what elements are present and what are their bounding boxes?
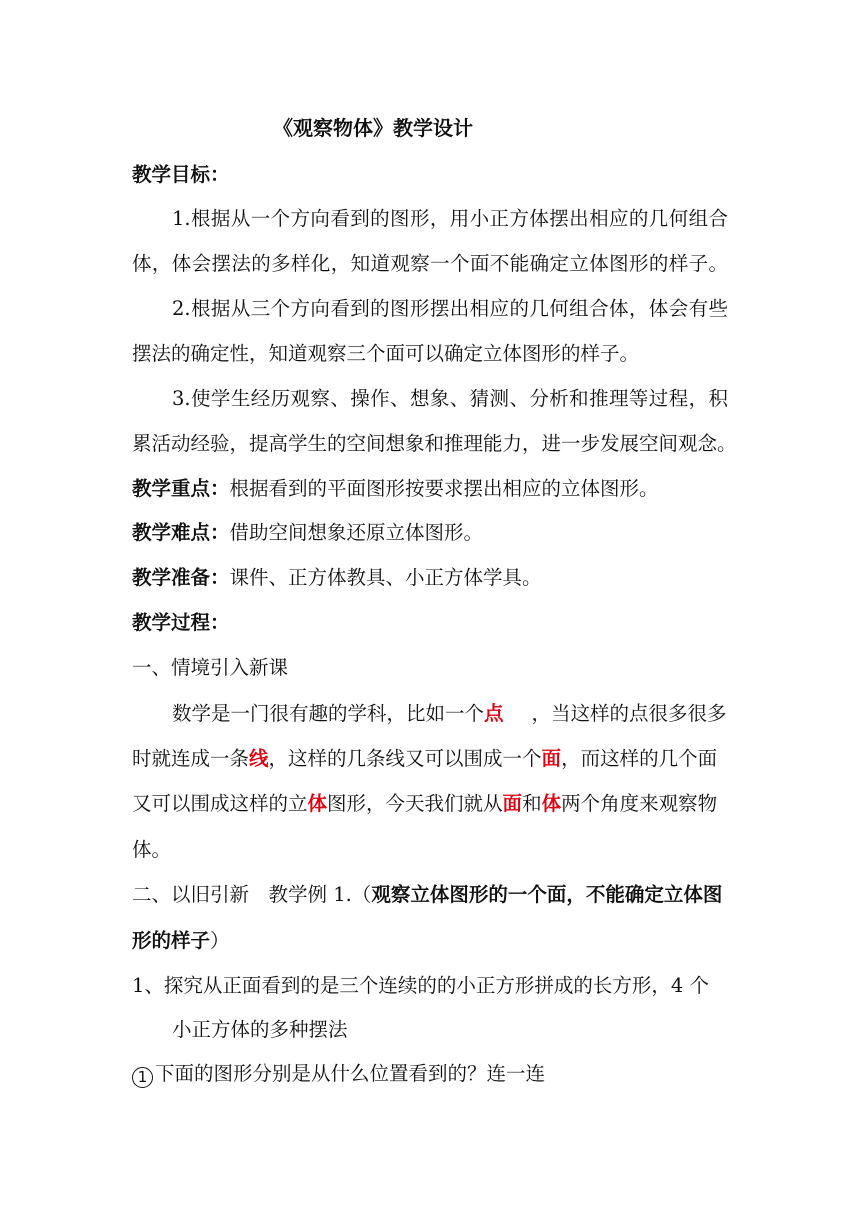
key-point — [132, 479, 659, 499]
text-run: 和 — [522, 792, 542, 815]
text-run-bold: 观察立体图形的一个面，不能确定立体图 — [371, 883, 723, 906]
section-1-paragraph-line-2 — [132, 749, 717, 769]
question-text: 下面的图形分别是从什么位置看到的？连一连 — [155, 1062, 546, 1085]
objective-2-line-2: 摆法的确定性，知道观察三个面可以确定立体图形的样子。 — [132, 342, 640, 365]
text-run: 两个角度来观察物 — [561, 792, 718, 815]
text-run: 时就连成一条 — [132, 747, 250, 770]
circled-number: 1 — [132, 1067, 153, 1088]
item-1-line-2: 小正方体的多种摆法 — [172, 1018, 348, 1041]
preparation — [132, 568, 542, 588]
text-run: 又可以围成这样的立 — [132, 792, 308, 815]
section-1-paragraph-line-3 — [132, 794, 717, 814]
preparation-label: 教学准备： — [132, 566, 230, 589]
difficulty-label: 教学难点： — [132, 521, 230, 544]
question-1 — [132, 1064, 545, 1088]
section-2-heading-line-2 — [132, 931, 230, 951]
highlight-line: 线 — [249, 747, 269, 770]
preparation-text: 课件、正方体教具、小正方体学具。 — [229, 566, 542, 589]
text-run: ，这样的几条线又可以围成一个 — [268, 747, 542, 770]
section-1-paragraph-line-1 — [172, 704, 728, 724]
key-point-label: 教学重点： — [132, 477, 230, 500]
text-run-bold: 形的样子 — [132, 929, 211, 952]
highlight-body: 体 — [307, 792, 328, 815]
document-title: 《观察物体》教学设计 — [273, 116, 473, 140]
text-run: 二、以旧引新 教学例 1.（ — [132, 883, 372, 906]
objectives-heading: 教学目标： — [132, 163, 230, 186]
highlight-dot: 点 — [484, 702, 504, 725]
difficulty-text: 借助空间想象还原立体图形。 — [229, 521, 484, 544]
process-heading: 教学过程： — [132, 611, 230, 634]
key-point-text: 根据看到的平面图形按要求摆出相应的立体图形。 — [229, 477, 659, 500]
objective-1-line-1: 1.根据从一个方向看到的图形，用小正方体摆出相应的几何组合 — [172, 207, 728, 230]
text-run: 数学是一门很有趣的学科，比如一个 — [172, 702, 485, 725]
objective-1-line-2: 体，体会摆法的多样化，知道观察一个面不能确定立体图形的样子。 — [132, 252, 728, 275]
text-run: ，当这样的点很多很多 — [531, 702, 727, 725]
highlight-body-2: 体 — [541, 792, 562, 815]
text-run: ，而这样的几个面 — [561, 747, 718, 770]
section-2-heading-line-1 — [132, 885, 722, 905]
difficulty — [132, 523, 483, 543]
highlight-face-2: 面 — [502, 792, 523, 815]
section-1-paragraph-line-4: 体。 — [132, 838, 172, 861]
objective-3-line-2: 累活动经验，提高学生的空间想象和推理能力，进一步发展空间观念。 — [132, 432, 737, 455]
item-1-line-1: 1、探究从正面看到的是三个连续的的小正方形拼成的长方形，4 个 — [132, 974, 710, 997]
section-1-heading: 一、情境引入新课 — [132, 656, 289, 679]
text-run: ） — [210, 929, 230, 952]
objective-3-line-1: 3.使学生经历观察、操作、想象、猜测、分析和推理等过程，积 — [172, 387, 728, 410]
text-run: 图形，今天我们就从 — [327, 792, 503, 815]
objective-2-line-1: 2.根据从三个方向看到的图形摆出相应的几何组合体，体会有些 — [172, 297, 728, 320]
highlight-face: 面 — [541, 747, 562, 770]
